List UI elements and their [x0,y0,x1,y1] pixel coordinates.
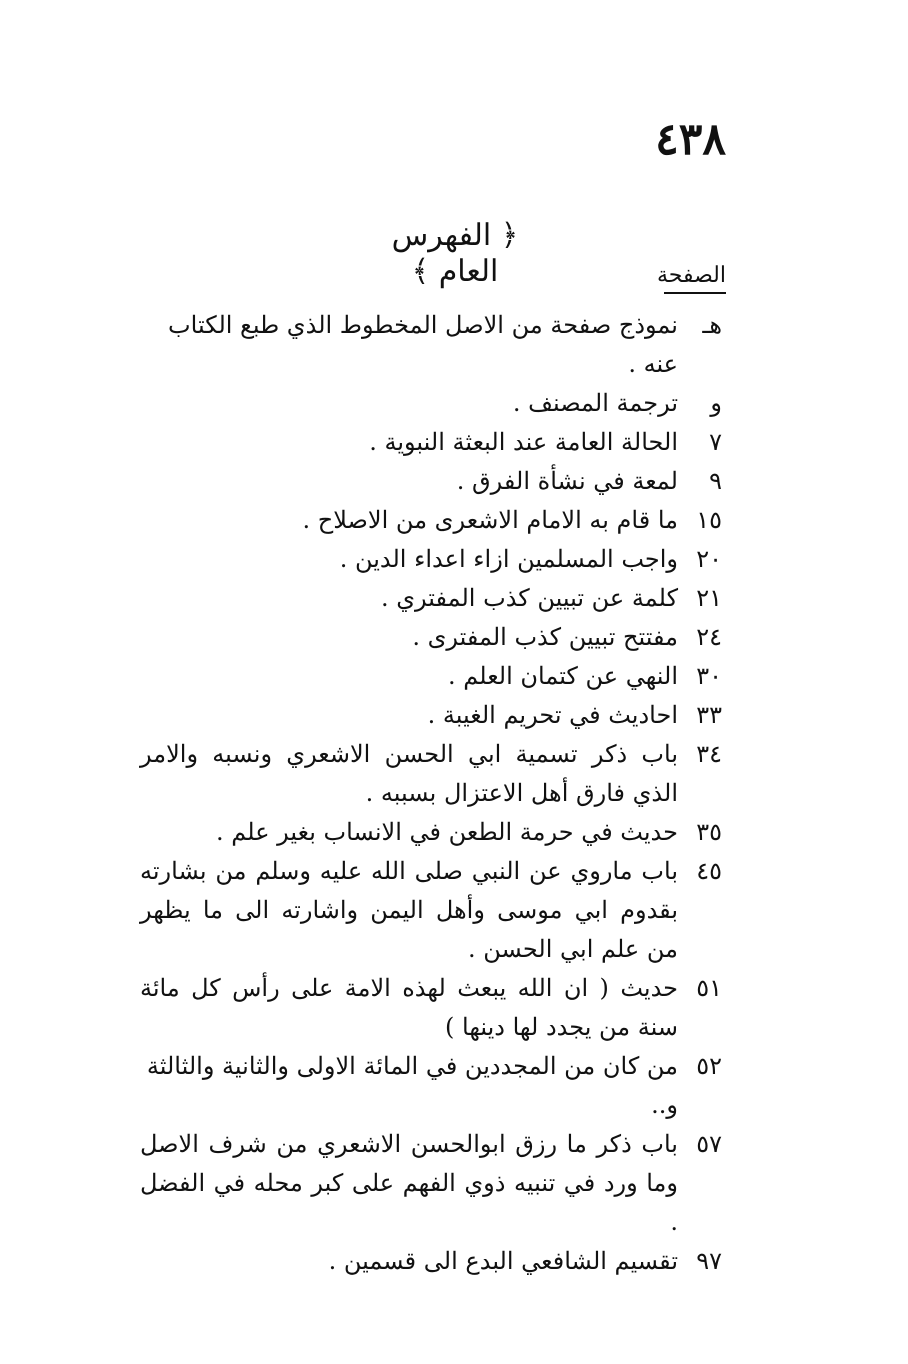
entry-page-number: ٢٠ [696,545,722,573]
entry-page-number: ٣٠ [696,662,722,690]
entry-title: تقسيم الشافعي البدع الى قسمين . [328,1247,678,1275]
index-entry [140,423,730,462]
entry-page-number: ٣٥ [696,818,722,846]
entry-page-number: ٩ [709,467,722,495]
index-entry [140,1242,730,1281]
index-entry [140,618,730,657]
index-entry [140,813,730,852]
index-entry [140,306,730,384]
entry-page-number: ٣٤ [696,740,722,768]
entry-page-number: ٥٢ [696,1052,722,1080]
entry-page-number: و [710,389,722,417]
entry-title: من كان من المجددين في المائة الاولى والثانية والثالثة و.. [146,1052,678,1119]
index-entry [140,540,730,579]
entry-page-number: ٥٧ [696,1130,722,1158]
index-entry [140,657,730,696]
entry-page-number: ١٥ [696,506,722,534]
index-entry [140,384,730,423]
entry-title: واجب المسلمين ازاء اعداء الدين . [339,545,678,573]
entry-title: ما قام به الامام الاشعرى من الاصلاح . [302,506,678,534]
entry-page-number: ٢٤ [696,623,722,651]
index-title: ﴿ الفهرس العام ﴾ [391,218,519,289]
entry-page-number: ٢١ [696,584,722,612]
index-entry [140,1047,730,1125]
index-entry [140,852,730,969]
index-entry [140,1125,730,1242]
entry-title: الحالة العامة عند البعثة النبوية . [369,428,678,456]
entry-title: مفتتح تبيين كذب المفترى . [412,623,678,651]
entry-title: باب ذكر ما رزق ابوالحسن الاشعري من شرف الاصل وما ورد في تنبيه ذوي الفهم على كبر محله في الفضل . [140,1130,678,1236]
entry-page-number: ٤٥ [696,857,722,885]
entry-page-number: ٥١ [696,974,722,1002]
index-entry [140,462,730,501]
entry-title: النهي عن كتمان العلم . [448,662,678,690]
entry-page-number: ٣٣ [696,701,722,729]
entry-title: كلمة عن تبيين كذب المفتري . [380,584,678,612]
entry-title: حديث ( ان الله يبعث لهذه الامة على رأس كل مائة سنة من يجدد لها دينها ) [140,974,678,1041]
entry-title: احاديث في تحريم الغيبة . [427,701,678,729]
entry-title: باب ذكر تسمية ابي الحسن الاشعري ونسبه والامر الذي فارق أهل الاعتزال بسببه . [140,740,678,807]
entry-title: باب ماروي عن النبي صلى الله عليه وسلم من بشارته بقدوم ابي موسى وأهل اليمن واشارته الى ما يظهر من علم ابي الحسن . [140,857,678,963]
entry-page-number: ٩٧ [696,1247,722,1275]
entry-title: لمعة في نشأة الفرق . [456,467,678,495]
entry-page-number: ٧ [709,428,722,456]
page-number: ٤٣٨ [655,114,726,165]
entry-title: حديث في حرمة الطعن في الانساب بغير علم . [216,818,678,846]
index-entry [140,696,730,735]
index-entry [140,579,730,618]
index-entry [140,735,730,813]
entry-title: ترجمة المصنف . [512,389,678,417]
index-entry [140,969,730,1047]
entry-title: نموذج صفحة من الاصل المخطوط الذي طبع الكتاب عنه . [168,311,678,378]
index-entry [140,501,730,540]
index-entries-list [140,306,730,1281]
entry-page-number: هـ [702,311,722,339]
page-column-header: الصفحة [664,263,726,294]
